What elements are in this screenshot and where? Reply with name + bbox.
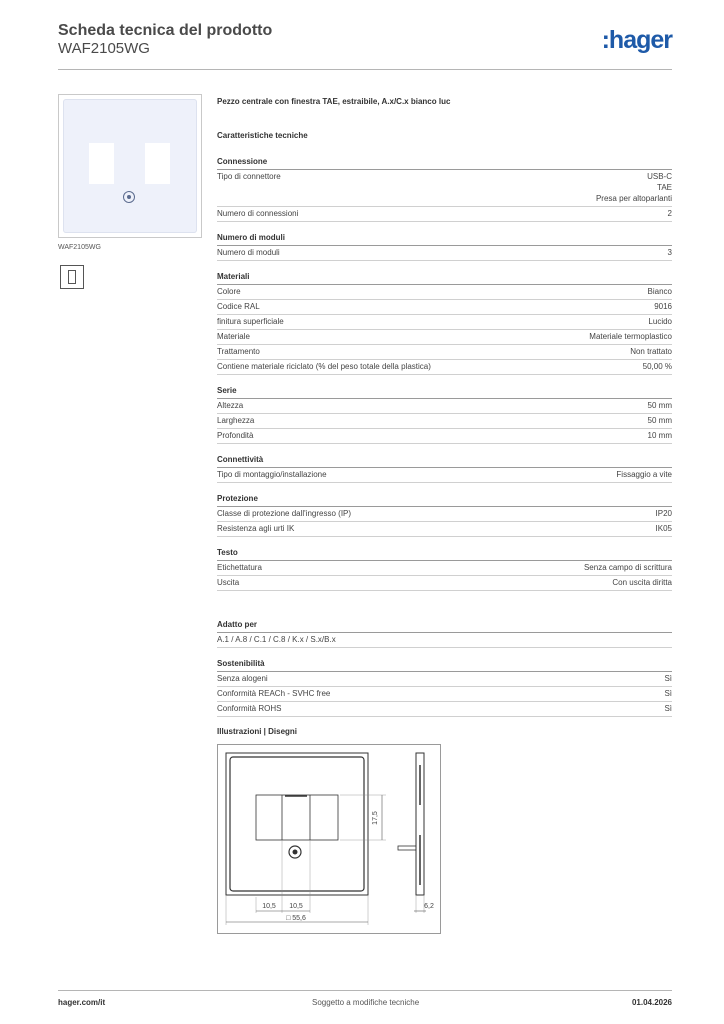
spec-value: USB-C TAE Presa per altoparlanti xyxy=(595,172,672,203)
spec-section xyxy=(217,454,672,483)
section-title: Testo xyxy=(217,547,672,561)
sustainability-row xyxy=(217,672,672,687)
spec-key: Classe di protezione dall'ingresso (IP) xyxy=(217,509,352,518)
spec-row xyxy=(217,330,672,345)
drawing-svg xyxy=(218,745,440,933)
spec-row xyxy=(217,345,672,360)
section-title: Numero di moduli xyxy=(217,232,672,246)
spec-key: Codice RAL xyxy=(217,302,260,311)
spec-value: Fissaggio a vite xyxy=(616,470,672,479)
product-description: Pezzo centrale con finestra TAE, estraibile, A.x/C.x bianco luc xyxy=(217,97,451,106)
product-code: WAF2105WG xyxy=(58,40,150,57)
section-spacer xyxy=(217,601,672,619)
dim-slot-left: 10,5 xyxy=(262,903,276,910)
spec-key: Tipo di connettore xyxy=(217,172,281,181)
side-jack xyxy=(398,846,416,850)
socket-plate-icon xyxy=(63,99,197,233)
spec-value: Lucido xyxy=(648,317,672,326)
spec-key: Uscita xyxy=(217,578,240,587)
spec-section xyxy=(217,547,672,591)
adatto-value: A.1 / A.8 / C.1 / C.8 / K.x / S.x/B.x xyxy=(217,633,672,648)
speaker-jack-icon xyxy=(123,191,135,203)
spec-row xyxy=(217,468,672,483)
spec-key: Numero di connessioni xyxy=(217,209,299,218)
footer-date: 01.04.2026 xyxy=(631,998,672,1007)
section-title: Serie xyxy=(217,385,672,399)
spec-section xyxy=(217,385,672,444)
spec-row xyxy=(217,576,672,591)
spec-value: Con uscita diritta xyxy=(612,578,672,587)
spec-value: Sì xyxy=(664,674,672,683)
spec-section-adatto xyxy=(217,619,672,648)
spec-key: finitura superficiale xyxy=(217,317,284,326)
spec-row xyxy=(217,170,672,207)
spec-value: 50 mm xyxy=(647,401,672,410)
section-title: Protezione xyxy=(217,493,672,507)
spec-row xyxy=(217,429,672,444)
spec-row xyxy=(217,522,672,537)
spec-value: Bianco xyxy=(647,287,672,296)
spec-key: Etichettatura xyxy=(217,563,262,572)
spec-value: 50,00 % xyxy=(642,362,672,371)
module-size-icon xyxy=(60,265,84,289)
page-title: Scheda tecnica del prodotto xyxy=(58,22,273,39)
header-divider xyxy=(58,69,672,70)
spec-value: 9016 xyxy=(654,302,672,311)
slot-left xyxy=(89,143,114,184)
drawing-title: Illustrazioni | Disegni xyxy=(217,727,298,736)
product-image xyxy=(58,94,202,238)
spec-key: Contiene materiale riciclato (% del peso totale della plastica) xyxy=(217,362,431,371)
spec-value: Sì xyxy=(664,689,672,698)
dim-height: 17,5 xyxy=(372,811,379,825)
spec-key: Altezza xyxy=(217,401,244,410)
spec-value: 2 xyxy=(667,209,672,218)
plate-outline xyxy=(226,753,368,895)
sustainability-row xyxy=(217,687,672,702)
plate-inner xyxy=(230,757,364,891)
spec-key: Numero di moduli xyxy=(217,248,280,257)
spec-value: Non trattato xyxy=(630,347,672,356)
dim-depth: 6,2 xyxy=(424,903,434,910)
section-title: Connessione xyxy=(217,156,672,170)
spec-row xyxy=(217,399,672,414)
dim-width: □ 55,6 xyxy=(286,915,306,922)
spec-key: Conformità REACh - SVHC free xyxy=(217,689,331,698)
spec-value: Senza campo di scrittura xyxy=(583,563,672,572)
spec-key: Conformità ROHS xyxy=(217,704,282,713)
spec-content xyxy=(217,96,672,727)
spec-row xyxy=(217,300,672,315)
spec-value: IP20 xyxy=(655,509,672,518)
footer-notice: Soggetto a modifiche tecniche xyxy=(312,998,420,1007)
spec-key: Colore xyxy=(217,287,241,296)
spec-row xyxy=(217,561,672,576)
main-heading: Caratteristiche tecniche xyxy=(217,131,308,140)
jack-inner xyxy=(293,850,298,855)
spec-row xyxy=(217,360,672,375)
section-title: Adatto per xyxy=(217,619,672,633)
footer-divider xyxy=(58,990,672,991)
spec-row xyxy=(217,507,672,522)
spec-key: Materiale xyxy=(217,332,250,341)
spec-section xyxy=(217,271,672,375)
spec-section xyxy=(217,232,672,261)
spec-value: Materiale termoplastico xyxy=(589,332,672,341)
spec-key: Tipo di montaggio/installazione xyxy=(217,470,327,479)
footer-website[interactable]: hager.com/it xyxy=(58,998,106,1007)
spec-section xyxy=(217,493,672,537)
spec-row xyxy=(217,414,672,429)
spec-sections xyxy=(217,156,672,591)
spec-key: Larghezza xyxy=(217,416,255,425)
spec-row xyxy=(217,207,672,222)
sustainability-row xyxy=(217,702,672,717)
section-title: Materiali xyxy=(217,271,672,285)
spec-row xyxy=(217,246,672,261)
section-title: Connettività xyxy=(217,454,672,468)
module-frame xyxy=(256,795,338,840)
spec-section xyxy=(217,156,672,222)
spec-row xyxy=(217,285,672,300)
spec-key: Resistenza agli urti IK xyxy=(217,524,295,533)
spec-value: 50 mm xyxy=(647,416,672,425)
section-title: Sostenibilità xyxy=(217,658,672,672)
slot-right xyxy=(145,143,170,184)
spec-value: 3 xyxy=(667,248,672,257)
product-image-caption: WAF2105WG xyxy=(58,244,101,251)
spec-key: Profondità xyxy=(217,431,254,440)
spec-row xyxy=(217,315,672,330)
technical-drawing xyxy=(217,744,441,934)
dim-slot-right: 10,5 xyxy=(289,903,303,910)
spec-key: Trattamento xyxy=(217,347,260,356)
spec-value: 10 mm xyxy=(647,431,672,440)
spec-value: IK05 xyxy=(655,524,672,533)
spec-key: Senza alogeni xyxy=(217,674,268,683)
spec-section-sostenibilita xyxy=(217,658,672,717)
hager-logo: :hager xyxy=(601,26,672,54)
spec-value: Sì xyxy=(664,704,672,713)
